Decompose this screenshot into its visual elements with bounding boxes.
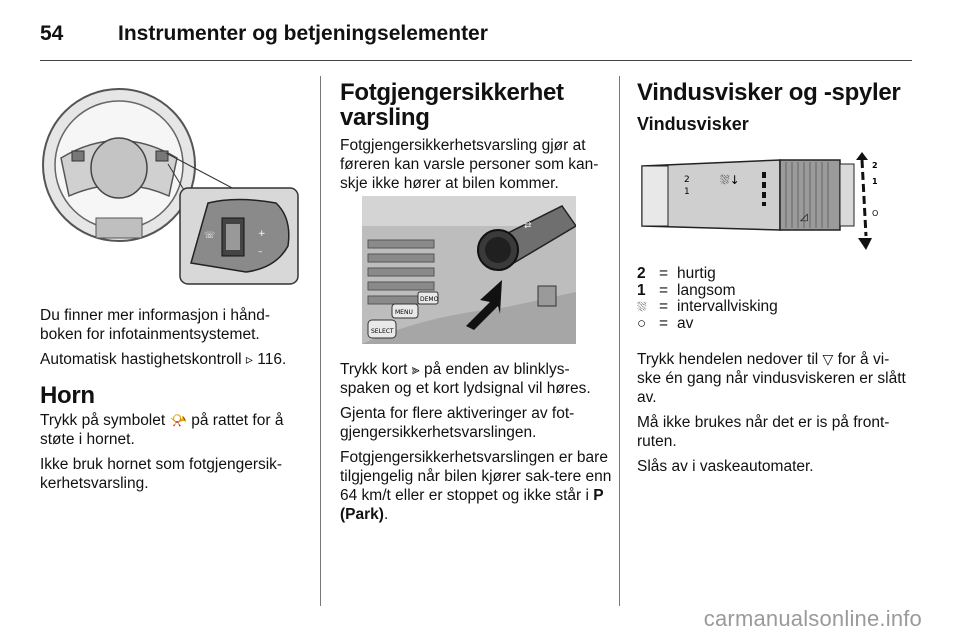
left-column: [40, 306, 308, 499]
right-column-top: [637, 80, 917, 134]
wiper-heading: Vindusvisker og -spyler: [637, 79, 901, 106]
column-divider-2: [619, 76, 620, 606]
pedestrian-alert-heading: Fotgjengersikkerhet varsling: [340, 79, 564, 131]
pedestrian-alert-repeat: Gjenta for flere aktiveringer av fot-gjengersikkerhetsvarslingen.: [340, 405, 575, 441]
single-wipe-icon: ▽: [822, 351, 834, 367]
pedestrian-alert-intro: Fotgjengersikkerhetsvarsling gjør at føreren kan varsle personer som kan-skje ikke hører at bilen kommer.: [340, 137, 599, 192]
svg-text:⛆↓: ⛆↓: [720, 173, 740, 187]
svg-text:⇄: ⇄: [524, 221, 532, 231]
ice-warning: Må ikke brukes når det er is på front-ruten.: [637, 414, 890, 450]
cruise-control-ref: Automatisk hastighetskontroll ▹ 116.: [40, 351, 287, 368]
horn-heading: Horn: [40, 382, 95, 409]
menu-label: MENU: [395, 309, 413, 316]
interval-wipe-icon: ⛆: [637, 300, 647, 315]
horn-warning: Ikke bruk hornet som fotgjengersik-kerhetsvarsling.: [40, 456, 283, 492]
wiper-subheading: Vindusvisker: [637, 114, 749, 134]
pedestrian-alert-condition: Fotgjengersikkerhetsvarslingen er bare tilgjengelig når bilen kjører sak-tere enn 64 km/t eller er stoppet og ikke står i P (Park).: [340, 449, 612, 523]
stalk-arc-1: 1: [872, 177, 878, 186]
stalk-label-1: 1: [684, 187, 690, 197]
wiper-legend: [637, 266, 917, 332]
middle-column-top: [340, 80, 610, 199]
legend-row: 2 = hurtig: [637, 265, 716, 283]
car-wash-note: Slås av i vaskeautomater.: [637, 458, 814, 475]
pedestrian-alert-instruction: Trykk kort ⫸ på enden av blinklys-spaken og et kort lydsignal vil høres.: [340, 361, 591, 397]
stalk-arc-2: 2: [872, 161, 878, 170]
column-divider-1: [320, 76, 321, 606]
demo-label: DEMO: [420, 296, 439, 303]
svg-text:+: +: [258, 229, 266, 239]
svg-text:–: –: [258, 247, 263, 257]
watermark: carmanualsonline.info: [703, 606, 922, 631]
legend-row: ⛆ = intervallvisking: [637, 298, 778, 316]
select-label: SELECT: [371, 328, 394, 335]
page-ref-icon: ▹: [245, 351, 253, 367]
middle-column-bottom: [340, 360, 612, 530]
steering-wheel-figure: [36, 78, 302, 288]
single-wipe-instruction: Trykk hendelen nedover til ▽ for å vi-ske én gang når vindusviskeren er slått av.: [637, 351, 906, 406]
page-title: Instrumenter og betjeningselementer: [118, 22, 488, 45]
horn-instruction: Trykk på symbolet 📯 på rattet for å støte i hornet.: [40, 412, 284, 448]
svg-text:◿: ◿: [800, 212, 808, 223]
stalk-arc-0: O: [872, 209, 879, 218]
infotainment-note: Du finner mer informasjon i hånd-boken for infotainmentsystemet.: [40, 307, 271, 343]
legend-row: ○ = av: [637, 314, 694, 332]
horn-icon: 📯: [169, 412, 187, 428]
svg-text:☏: ☏: [204, 231, 216, 241]
pedestrian-alert-icon: ⫸: [411, 361, 420, 377]
page-header: [40, 18, 488, 50]
stalk-label-2: 2: [684, 175, 690, 185]
off-icon: ○: [637, 314, 647, 332]
right-column-bottom: [637, 350, 909, 482]
wiper-stalk-figure: [640, 146, 890, 254]
legend-row: 1 = langsom: [637, 281, 736, 299]
turn-signal-stalk-figure: [362, 196, 576, 344]
header-rule: [40, 60, 912, 61]
page-number: 54: [40, 22, 64, 45]
